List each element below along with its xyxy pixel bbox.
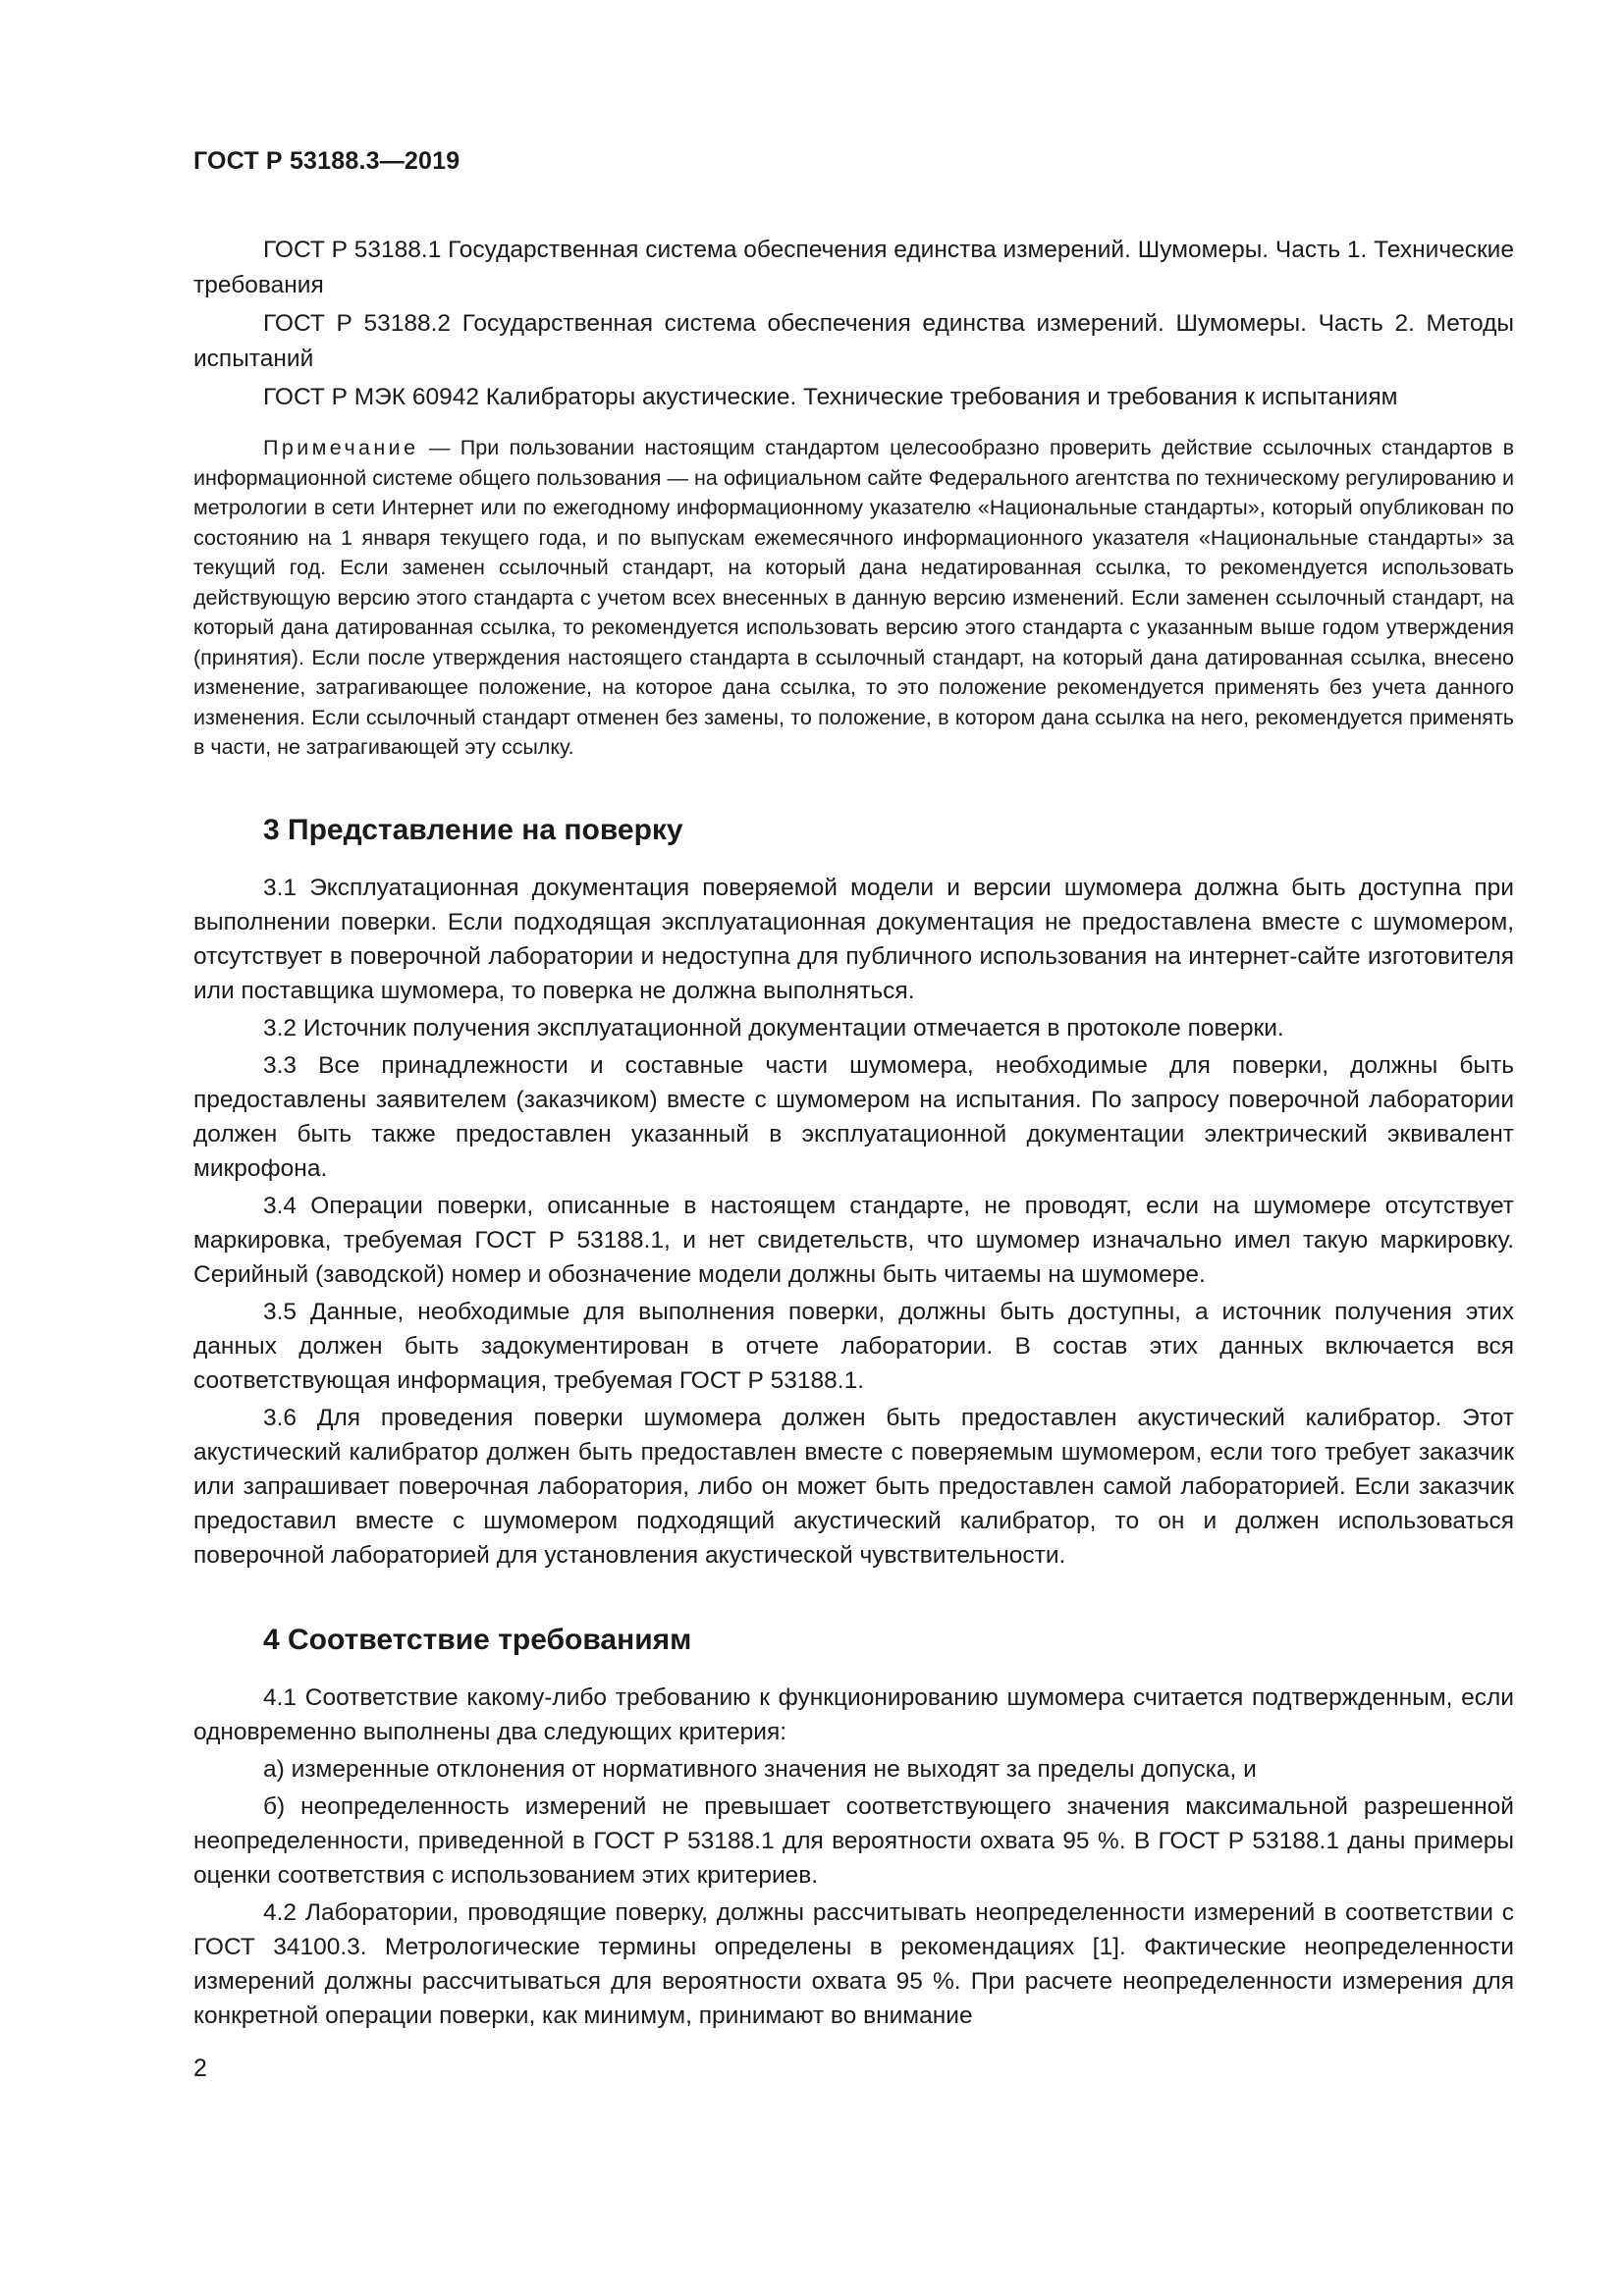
- section-3-paragraph: 3.6 Для проведения поверки шумомера должен быть предоставлен акустический калибратор. Этот акустический калибратор должен быть предоставлен вместе с поверяемым шумомером, если того требует заказчик или запрашивает поверочная лаборатория, либо он может быть предоставлен самой лабораторией. Если заказчик предоставил вместе с шумомером подходящий акустический калибратор, то он и должен использоваться поверочной лабораторией для установления акустической чувствительности.: [193, 1404, 1514, 1569]
- section-4-paragraph: а) измеренные отклонения от нормативного значения не выходят за пределы допуска, и: [263, 1755, 1257, 1783]
- section-3-paragraph: 3.4 Операции поверки, описанные в настоящем стандарте, не проводят, если на шумомере отсутствует маркировка, требуемая ГОСТ Р 53188.1, и нет свидетельств, что шумомер изначально имел такую маркировку. Серийный (заводской) номер и обозначение модели должны быть читаемы на шумомере.: [193, 1192, 1514, 1288]
- section-4-paragraph: б) неопределенность измерений не превышает соответствующего значения максимальной разрешенной неопределенности, приведенной в ГОСТ Р 53188.1 для вероятности охвата 95 %. В ГОСТ Р 53188.1 даны примеры оценки соответствия с использованием этих критериев.: [193, 1792, 1514, 1889]
- document-header: ГОСТ Р 53188.3—2019: [193, 147, 460, 175]
- note-paragraph: [193, 433, 1514, 763]
- reference-item: ГОСТ Р 53188.2 Государственная система обеспечения единства измерений. Шумомеры. Часть 2. Методы испытаний: [193, 310, 1514, 372]
- note-text: — При пользовании настоящим стандартом целесообразно проверить действие ссылочных стандартов в информационной системе общего пользования — на официальном сайте Федерального агентства по техническому регулированию и метрологии в сети Интернет или по ежегодному информационному указателю «Национальные стандарты», который опубликован по состоянию на 1 января текущего года, и по выпускам ежемесячного информационного указателя «Национальные стандарты» за текущий год. Если заменен ссылочный стандарт, на который дана недатированная ссылка, то рекомендуется использовать действующую версию этого стандарта с учетом всех внесенных в данную версию изменений. Если заменен ссылочный стандарт, на который дана датированная ссылка, то рекомендуется использовать версию этого стандарта с указанным выше годом утверждения (принятия). Если после утверждения настоящего стандарта в ссылочный стандарт, на который дана датированная ссылка, внесено изменение, затрагивающее положение, на которое дана ссылка, то это положение рекомендуется применять без учета данного изменения. Если ссылочный стандарт отменен без замены, то положение, в котором дана ссылка на него, рекомендуется применять в части, не затрагивающей эту ссылку.: [193, 436, 1514, 759]
- section-3-paragraph: 3.3 Все принадлежности и составные части шумомера, необходимые для поверки, должны быть предоставлены заявителем (заказчиком) вместе с шумомером на испытания. По запросу поверочной лаборатории должен быть также предоставлен указанный в эксплуатационной документации электрический эквивалент микрофона.: [193, 1051, 1514, 1182]
- section-4-paragraph: 4.2 Лаборатории, проводящие поверку, должны рассчитывать неопределенности измерений в соответствии с ГОСТ 34100.3. Метрологические термины определены в рекомендациях [1]. Фактические неопределенности измерений должны рассчитываться для вероятности охвата 95 %. При расчете неопределенности измерения для конкретной операции поверки, как минимум, принимают во внимание: [193, 1898, 1514, 2029]
- reference-item: ГОСТ Р МЭК 60942 Калибраторы акустические. Технические требования и требования к испытаниям: [263, 384, 1398, 410]
- document-page: [193, 147, 1514, 2036]
- section-4-title: 4 Соответствие требованиям: [263, 1623, 692, 1656]
- section-3-title: 3 Представление на поверку: [263, 813, 683, 846]
- page-number: 2: [193, 2055, 207, 2082]
- reference-item: ГОСТ Р 53188.1 Государственная система обеспечения единства измерений. Шумомеры. Часть 1. Технические требования: [193, 237, 1514, 298]
- section-3-paragraph: 3.1 Эксплуатационная документация поверяемой модели и версии шумомера должна быть доступна при выполнении поверки. Если подходящая эксплуатационная документация не предоставлена вместе с шумомером, отсутствует в поверочной лаборатории и недоступна для публичного использования на интернет-сайте изготовителя или поставщика шумомера, то поверка не должна выполняться.: [193, 874, 1514, 1004]
- section-3-paragraph: 3.2 Источник получения эксплуатационной документации отмечается в протоколе поверки.: [263, 1014, 1284, 1041]
- section-4-paragraph: 4.1 Соответствие какому-либо требованию к функционированию шумомера считается подтвержденным, если одновременно выполнены два следующих критерия:: [193, 1683, 1514, 1745]
- note-label: Примечание: [263, 436, 419, 459]
- section-3-paragraph: 3.5 Данные, необходимые для выполнения поверки, должны быть доступны, а источник получения этих данных должен быть задокументирован в отчете лаборатории. В состав этих данных включается вся соответствующая информация, требуемая ГОСТ Р 53188.1.: [193, 1298, 1514, 1394]
